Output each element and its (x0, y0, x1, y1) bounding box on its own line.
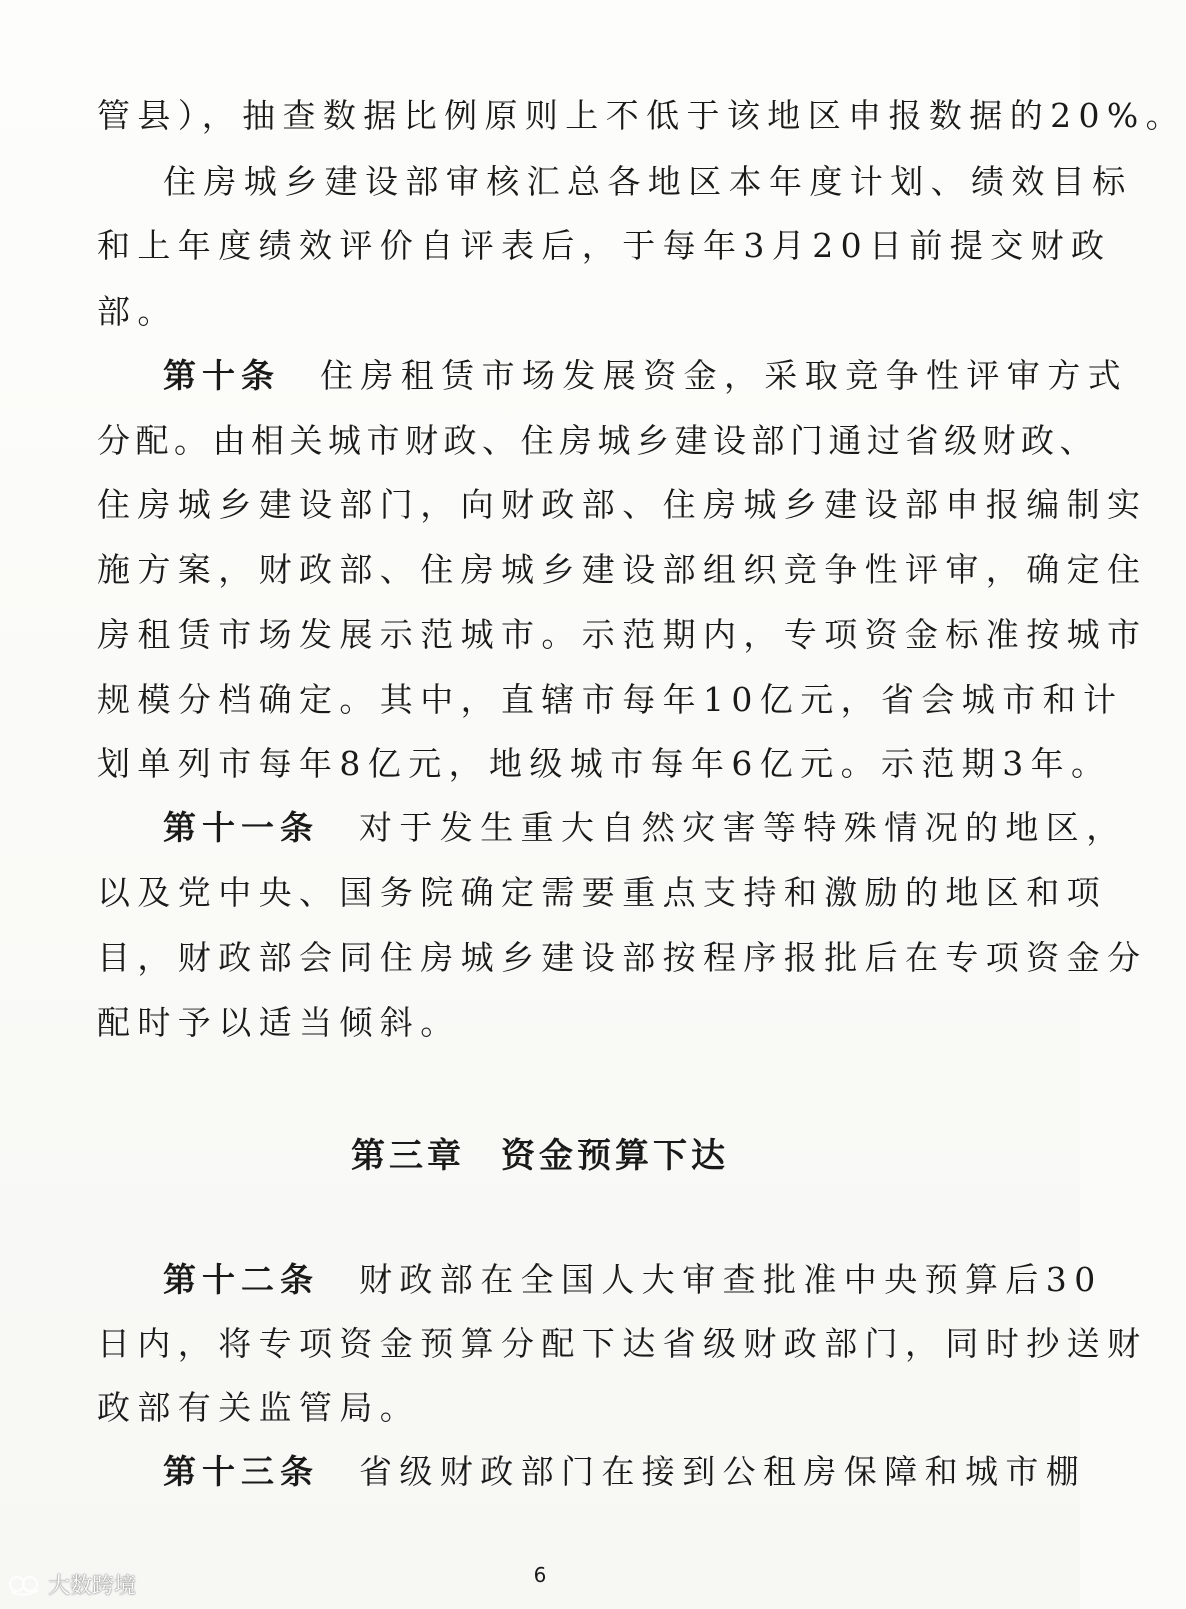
text-line: 规模分档确定。其中，直辖市每年10亿元，省会城市和计 (97, 680, 1124, 719)
text-span: 对于发生重大自然灾害等特殊情况的地区， (359, 808, 1127, 847)
watermark-text: 大数跨境 (48, 1573, 137, 1599)
chapter-title: 资金预算下达 (501, 1136, 729, 1176)
article-12-first-line (163, 1260, 1103, 1300)
text-line: 施方案，财政部、住房城乡建设部组织竞争性评审，确定住 (97, 550, 1148, 589)
watermark (8, 1568, 136, 1600)
text-line: 以及党中央、国务院确定需要重点支持和激励的地区和项 (97, 873, 1107, 912)
text-line: 分配。由相关城市财政、住房城乡建设部门通过省级财政、 (97, 421, 1098, 460)
text-line: 和上年度绩效评价自评表后，于每年3月20日前提交财政 (97, 226, 1112, 265)
chapter-number: 第三章 (351, 1136, 465, 1176)
article-11-first-line (163, 808, 1127, 848)
article-label: 第十一条 (163, 808, 319, 847)
text-line: 政部有关监管局。 (97, 1388, 421, 1427)
text-line: 划单列市每年8亿元，地级城市每年6亿元。示范期3年。 (97, 744, 1112, 783)
text-line: 目，财政部会同住房城乡建设部按程序报批后在专项资金分 (97, 938, 1148, 977)
article-label: 第十条 (163, 356, 280, 395)
text-span: 财政部在全国人大审查批准中央预算后30 (359, 1260, 1103, 1299)
text-span: 住房租赁市场发展资金，采取竞争性评审方式 (320, 356, 1128, 395)
text-line: 住房城乡建设部门，向财政部、住房城乡建设部申报编制实 (97, 485, 1148, 524)
text-line: 住房城乡建设部审核汇总各地区本年度计划、绩效目标 (163, 162, 1133, 201)
text-span: 省级财政部门在接到公租房保障和城市棚 (359, 1452, 1087, 1491)
text-line: 部。 (97, 292, 178, 331)
chapter-heading (0, 1128, 1080, 1177)
article-label: 第十三条 (163, 1452, 319, 1491)
text-line: 配时予以适当倾斜。 (97, 1003, 461, 1042)
article-10-first-line (163, 356, 1128, 396)
text-line: 日内，将专项资金预算分配下达省级财政部门，同时抄送财 (97, 1324, 1148, 1363)
article-label: 第十二条 (163, 1260, 319, 1299)
page-number: 6 (533, 1563, 547, 1587)
article-13-first-line (163, 1452, 1087, 1492)
text-line: 房租赁市场发展示范城市。示范期内，专项资金标准按城市 (97, 615, 1148, 654)
text-line: 管县），抽查数据比例原则上不低于该地区申报数据的20%。 (97, 96, 1186, 135)
watermark-logo-icon (8, 1572, 42, 1596)
